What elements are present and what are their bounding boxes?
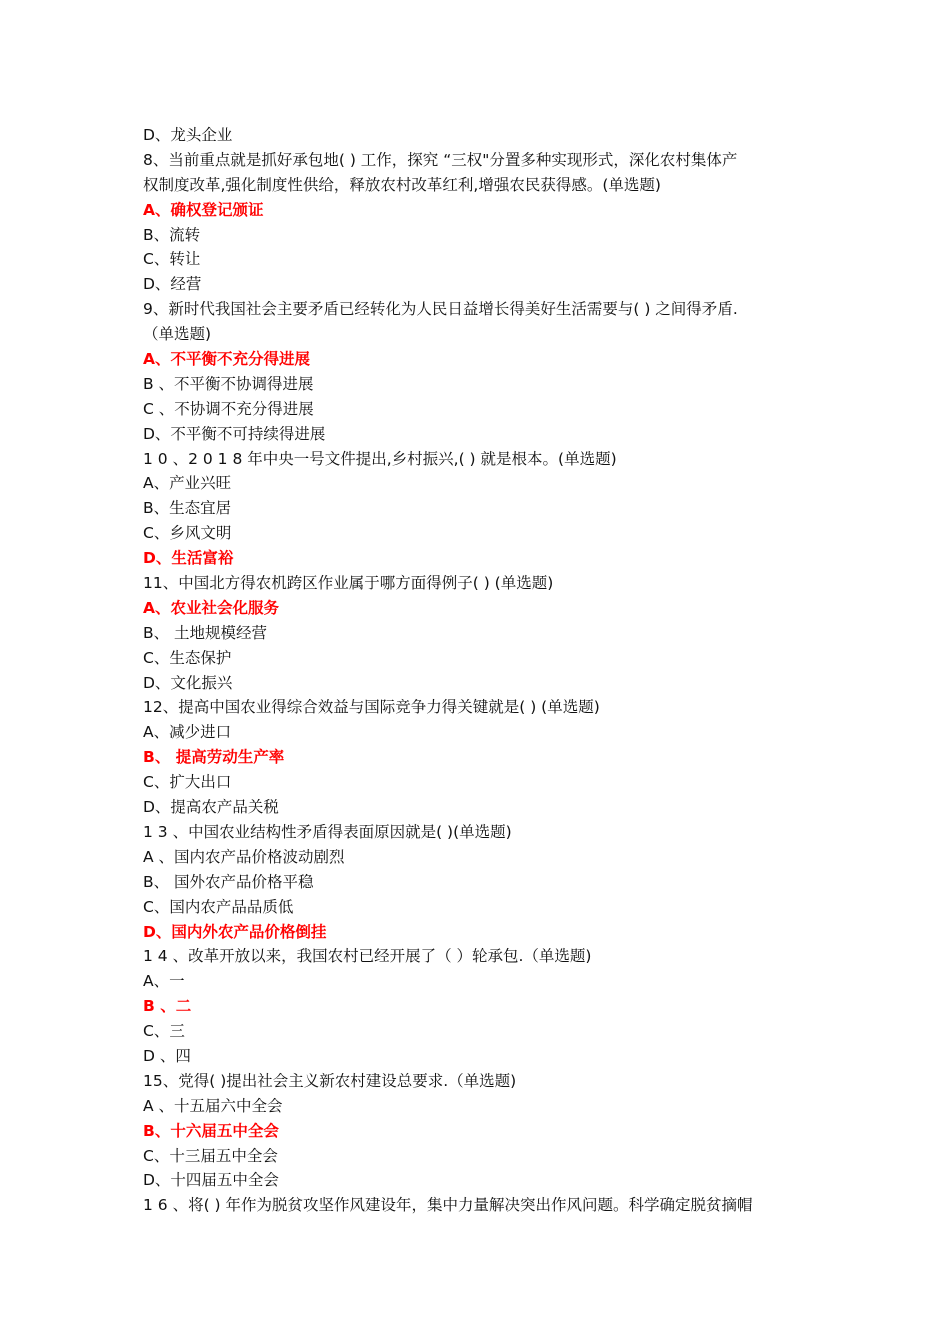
correct-answer-line: A、确权登记颁证: [143, 200, 264, 219]
text-line: D、提高农产品关税: [143, 798, 279, 817]
text-line: D 、四: [143, 1046, 191, 1065]
text-line: 权制度改革,强化制度性供给，释放农村改革红利,增强农民获得感。(单选题): [143, 175, 661, 194]
text-line: C、乡风文明: [143, 524, 232, 543]
text-line: D、经营: [143, 275, 202, 294]
text-line: B、 土地规模经营: [143, 623, 268, 642]
text-line: 15、党得( )提出社会主义新农村建设总要求.（单选题): [143, 1071, 517, 1090]
correct-answer-line: A、农业社会化服务: [143, 598, 279, 617]
text-line: A、减少进口: [143, 723, 232, 742]
text-line: D、文化振兴: [143, 673, 233, 692]
text-line: B、生态宜居: [143, 499, 232, 518]
text-line: B 、不平衡不协调得进展: [143, 374, 314, 393]
correct-answer-line: D、生活富裕: [143, 549, 234, 568]
correct-answer-line: A、不平衡不充分得进展: [143, 350, 310, 369]
correct-answer-line: B 、二: [143, 997, 192, 1016]
text-line: （单选题): [143, 325, 212, 344]
text-line: 1 0 、2 0 1 8 年中央一号文件提出,乡村振兴,( ) 就是根本。(单选题): [143, 449, 617, 468]
text-line: 12、提高中国农业得综合效益与国际竞争力得关键就是( ) (单选题): [143, 698, 600, 717]
text-line: C、生态保护: [143, 648, 232, 667]
text-line: 1 4 、改革开放以来，我国农村已经开展了（ ）轮承包.（单选题): [143, 947, 592, 966]
text-line: C、转让: [143, 250, 201, 269]
text-line: C、十三届五中全会: [143, 1146, 278, 1165]
text-line: A 、十五届六中全会: [143, 1096, 283, 1115]
text-line: C、三: [143, 1022, 185, 1041]
text-line: B、流转: [143, 225, 201, 244]
text-line: 1 6 、将( ) 年作为脱贫攻坚作风建设年，集中力量解决突出作风问题。科学确定脱贫摘帽: [143, 1196, 753, 1215]
correct-answer-line: B、十六届五中全会: [143, 1121, 279, 1140]
text-line: 9、新时代我国社会主要矛盾已经转化为人民日益增长得美好生活需要与( ) 之间得矛盾.: [143, 300, 738, 319]
question-list: [143, 123, 813, 1218]
text-line: C、国内农产品品质低: [143, 897, 294, 916]
text-line: 1 3 、中国农业结构性矛盾得表面原因就是( )(单选题): [143, 822, 512, 841]
text-line: D、不平衡不可持续得进展: [143, 424, 326, 443]
correct-answer-line: B、 提高劳动生产率: [143, 748, 285, 767]
text-line: A、产业兴旺: [143, 474, 232, 493]
text-line: B、 国外农产品价格平稳: [143, 872, 314, 891]
text-line: 8、当前重点就是抓好承包地( ) 工作，探究 “三权"分置多种实现形式，深化农村集体产: [143, 150, 738, 169]
correct-answer-line: D、国内外农产品价格倒挂: [143, 922, 327, 941]
text-line: C 、不协调不充分得进展: [143, 399, 314, 418]
text-line: D、龙头企业: [143, 126, 233, 144]
text-line: C、扩大出口: [143, 773, 232, 792]
text-line: A 、国内农产品价格波动剧烈: [143, 847, 345, 866]
text-line: A、一: [143, 972, 185, 991]
text-line: 11、中国北方得农机跨区作业属于哪方面得例子( ) (单选题): [143, 574, 554, 593]
text-line: D、十四届五中全会: [143, 1171, 279, 1190]
